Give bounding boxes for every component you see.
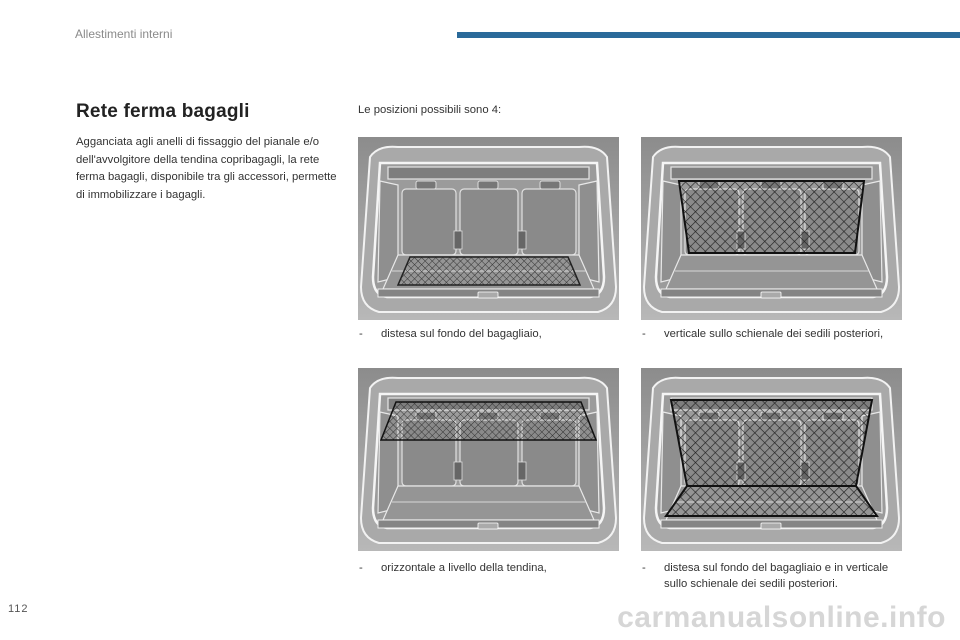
caption-1	[359, 326, 621, 342]
watermark: carmanualsonline.info	[617, 601, 946, 634]
caption-3	[359, 560, 621, 576]
caption-text: verticale sullo schienale dei sedili posteriori,	[664, 328, 884, 340]
trunk-illustration-combined-net	[641, 368, 902, 551]
trunk-illustration-vertical-net	[641, 137, 902, 320]
running-header: Allestimenti interni	[75, 27, 173, 41]
trunk-illustration-floor-net	[358, 137, 619, 320]
caption-text: orizzontale a livello della tendina,	[381, 562, 547, 574]
figure-net-combined	[641, 368, 902, 551]
figure-net-seatback	[641, 137, 902, 320]
positions-intro: Le posizioni possibili sono 4:	[358, 104, 502, 116]
caption-dash: -	[359, 562, 363, 574]
caption-dash: -	[642, 562, 646, 574]
caption-dash: -	[359, 328, 363, 340]
intro-paragraph: Agganciata agli anelli di fissaggio del pianale e/o dell'avvolgitore della tendina copribagagli, la rete ferma bagagli, disponibile tra gli accessori, permette di immobilizzare i bagagli.	[76, 136, 337, 201]
header-bar	[457, 32, 960, 38]
caption-text: distesa sul fondo del bagagliaio,	[381, 328, 542, 340]
figure-net-floor	[358, 137, 619, 320]
section-title: Rete ferma bagagli	[76, 101, 250, 122]
page-number: 112	[8, 603, 29, 615]
caption-dash: -	[642, 328, 646, 340]
figure-net-horizontal	[358, 368, 619, 551]
caption-4	[642, 560, 904, 592]
caption-2	[642, 326, 904, 342]
caption-text: distesa sul fondo del bagagliaio e in verticale sullo schienale dei sedili posteriori.	[664, 562, 889, 590]
trunk-illustration-horizontal-net	[358, 368, 619, 551]
